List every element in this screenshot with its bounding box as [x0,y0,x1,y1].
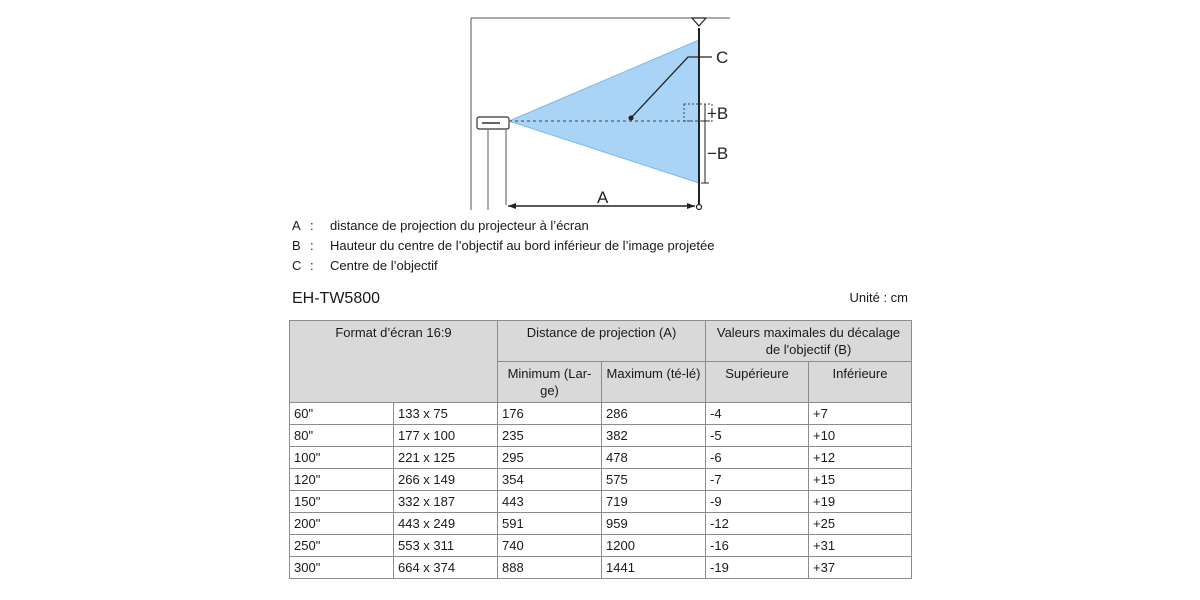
cell-max: 719 [602,491,706,513]
cell-lower: +31 [809,535,912,557]
header-maximum: Maximum (té-lé) [602,362,706,403]
cell-max: 382 [602,425,706,447]
cell-size: 300" [290,557,394,579]
legend-text: distance de projection du projecteur à l’écran [330,218,589,233]
cell-max: 1200 [602,535,706,557]
cell-max: 478 [602,447,706,469]
cell-min: 443 [498,491,602,513]
cell-max: 286 [602,403,706,425]
a-arrow-left [508,203,516,209]
header-lens-shift: Valeurs maximales du décalage de l'objectif (B) [706,321,912,362]
cell-lower: +10 [809,425,912,447]
table-row [290,557,912,579]
cell-max: 575 [602,469,706,491]
cell-size: 120" [290,469,394,491]
cell-max: 959 [602,513,706,535]
cell-upper: -19 [706,557,809,579]
cell-lower: +15 [809,469,912,491]
legend-key: B [292,238,301,253]
cell-upper: -4 [706,403,809,425]
unit-label: Unité : cm [849,290,908,305]
header-minimum: Minimum (Lar-ge) [498,362,602,403]
cell-min: 740 [498,535,602,557]
cell-upper: -9 [706,491,809,513]
cell-size: 200" [290,513,394,535]
cell-min: 888 [498,557,602,579]
legend-separator: : [310,258,314,273]
label-a: A [597,188,609,207]
legend-key: C [292,258,302,273]
cell-upper: -7 [706,469,809,491]
cell-min: 591 [498,513,602,535]
cell-dimensions: 443 x 249 [394,513,498,535]
legend-text: Hauteur du centre de l’objectif au bord inférieur de l’image projetée [330,238,715,253]
table-row [290,403,912,425]
cell-lower: +7 [809,403,912,425]
legend-row [292,236,714,256]
cell-dimensions: 221 x 125 [394,447,498,469]
cell-min: 176 [498,403,602,425]
projection-diagram [0,0,1200,215]
diagram-legend [292,216,714,276]
cell-lower: +19 [809,491,912,513]
table-row [290,447,912,469]
model-title: EH-TW5800 [292,290,381,307]
cell-min: 354 [498,469,602,491]
legend-row [292,216,714,236]
cell-size: 80" [290,425,394,447]
a-arrow-right [687,203,695,209]
cell-size: 60" [290,403,394,425]
screen-base-icon [697,205,702,210]
projection-table [289,320,912,579]
cell-dimensions: 332 x 187 [394,491,498,513]
cell-dimensions: 133 x 75 [394,403,498,425]
legend-separator: : [310,238,314,253]
header-upper: Supérieure [706,362,809,403]
header-projection-distance: Distance de projection (A) [498,321,706,362]
cell-dimensions: 553 x 311 [394,535,498,557]
cell-max: 1441 [602,557,706,579]
cell-dimensions: 664 x 374 [394,557,498,579]
header-screen-format: Format d’écran 16:9 [290,321,498,403]
table-row [290,491,912,513]
header-lower: Inférieure [809,362,912,403]
cell-dimensions: 177 x 100 [394,425,498,447]
table-row [290,513,912,535]
cell-size: 250" [290,535,394,557]
legend-text: Centre de l’objectif [330,258,438,273]
cell-min: 295 [498,447,602,469]
projection-beam [509,40,699,183]
cell-min: 235 [498,425,602,447]
label-c: C [716,48,729,67]
legend-key: A [292,218,301,233]
cell-lower: +25 [809,513,912,535]
legend-row [292,256,714,276]
cell-upper: -6 [706,447,809,469]
cell-upper: -16 [706,535,809,557]
screen-mount-icon [692,18,706,26]
cell-lower: +12 [809,447,912,469]
table-row [290,425,912,447]
label-plus-b: +B [707,104,729,123]
cell-lower: +37 [809,557,912,579]
cell-dimensions: 266 x 149 [394,469,498,491]
cell-upper: -12 [706,513,809,535]
cell-upper: -5 [706,425,809,447]
cell-size: 100" [290,447,394,469]
legend-separator: : [310,218,314,233]
cell-size: 150" [290,491,394,513]
table-row [290,535,912,557]
table-row [290,469,912,491]
label-minus-b: −B [707,144,729,163]
